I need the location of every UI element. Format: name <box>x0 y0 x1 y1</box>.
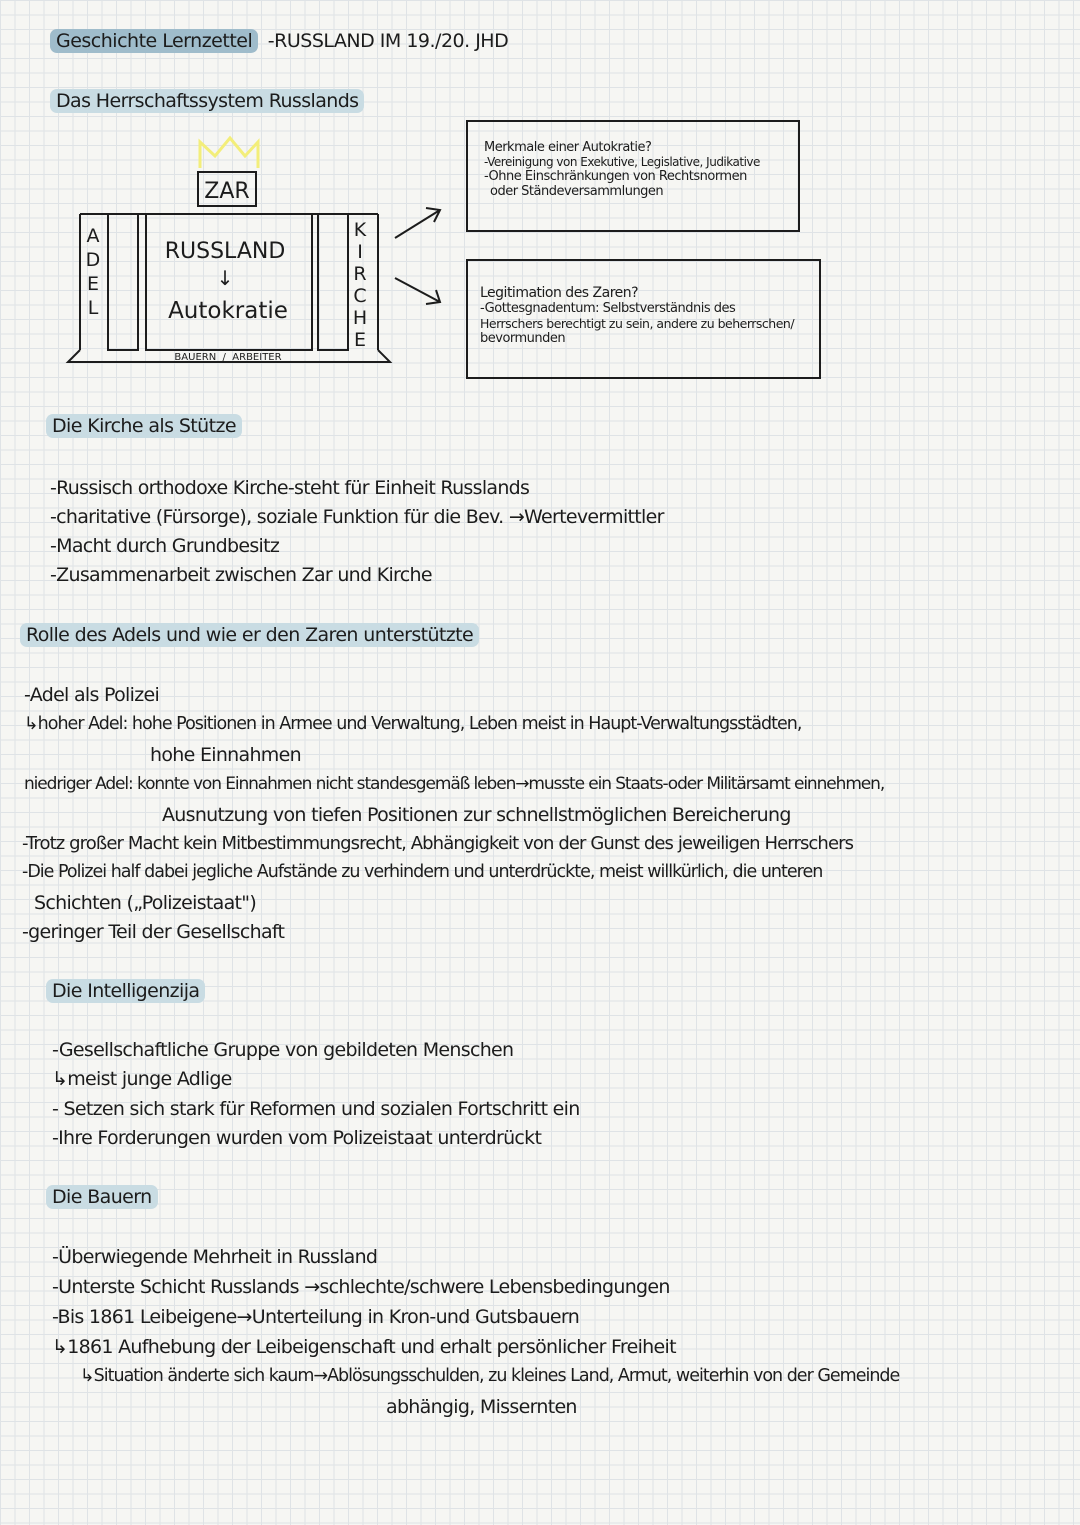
autokratie-merkmale-box <box>466 120 800 232</box>
adel-letter: E <box>86 273 100 295</box>
adel-item: hohe Einnahmen <box>150 744 301 766</box>
crown-icon <box>200 138 258 168</box>
intelligenzija-item: -Ihre Forderungen wurden vom Polizeistaat unterdrückt <box>52 1127 542 1149</box>
kirche-letter: E <box>353 329 367 351</box>
section-heading-adel: Rolle des Adels und wie er den Zaren unterstützte <box>20 624 479 646</box>
intelligenzija-item: ↳meist junge Adlige <box>52 1068 232 1090</box>
adel-letter: A <box>86 225 100 247</box>
section-heading-kirche: Die Kirche als Stütze <box>46 415 242 437</box>
adel-item: Schichten („Polizeistaat") <box>34 892 257 914</box>
autokratie-label: Autokratie <box>168 298 288 324</box>
diagram-arrows <box>390 200 450 310</box>
herrschaftssystem-diagram <box>60 130 400 370</box>
legitimation-box <box>466 259 821 379</box>
kirche-item: -charitative (Fürsorge), soziale Funktion für die Bev. →Wertevermittler <box>50 506 664 528</box>
adel-item: -Trotz großer Macht kein Mitbestimmungsrecht, Abhängigkeit von der Gunst des jeweiligen Herrschers <box>22 833 854 854</box>
adel-item: -Die Polizei half dabei jegliche Aufstände zu verhindern und unterdrückte, meist willkürlich, die unteren <box>22 862 823 882</box>
page-header <box>50 30 508 52</box>
kirche-letter: H <box>352 307 368 329</box>
section-heading-herrschaftssystem: Das Herrschaftssystem Russlands <box>50 90 364 112</box>
kirche-letter: R <box>353 263 367 285</box>
subject-title: Geschichte Lernzettel <box>50 29 258 53</box>
section-heading-intelligenzija: Die Intelligenzija <box>46 980 205 1002</box>
kirche-item: -Russisch orthodoxe Kirche-steht für Einheit Russlands <box>50 477 530 499</box>
bauern-item: -Überwiegende Mehrheit in Russland <box>52 1246 378 1268</box>
topic-title: -RUSSLAND IM 19./20. JHD <box>267 30 509 52</box>
section-heading-bauern: Die Bauern <box>46 1186 158 1208</box>
adel-letter: L <box>87 297 99 319</box>
adel-item: -Adel als Polizei <box>24 684 160 706</box>
box1-line: oder Ständeversammlungen <box>490 184 664 199</box>
intelligenzija-item: - Setzen sich stark für Reformen und sozialen Fortschritt ein <box>52 1098 580 1120</box>
kirche-item: -Macht durch Grundbesitz <box>50 535 280 557</box>
russland-label: RUSSLAND <box>164 239 286 264</box>
box1-line: -Ohne Einschränkungen von Rechtsnormen <box>484 169 747 184</box>
zar-label: ZAR <box>204 179 250 204</box>
adel-item: niedriger Adel: konnte von Einnahmen nicht standesgemäß leben→musste ein Staats-oder Militärsamt einnehmen, <box>24 774 885 794</box>
kirche-letter: C <box>353 285 367 307</box>
adel-item: ↳hoher Adel: hohe Positionen in Armee und Verwaltung, Leben meist in Haupt-Verwaltungsstädten, <box>24 714 802 734</box>
bauern-item: abhängig, Missernten <box>386 1396 577 1418</box>
box1-line: Merkmale einer Autokratie? <box>484 140 652 155</box>
bauern-item: -Unterste Schicht Russlands →schlechte/schwere Lebensbedingungen <box>52 1276 670 1298</box>
kirche-letter: K <box>353 219 367 241</box>
box2-line: -Gottesgnadentum: Selbstverständnis des <box>480 301 736 316</box>
kirche-item: -Zusammenarbeit zwischen Zar und Kirche <box>50 564 432 586</box>
box2-line: Herrschers berechtigt zu sein, andere zu beherrschen/ <box>480 316 795 331</box>
arrow-up-right-icon <box>395 210 440 238</box>
box2-line: Legitimation des Zaren? <box>480 285 639 301</box>
base-label: BAUERN / ARBEITER <box>174 352 282 363</box>
intelligenzija-item: -Gesellschaftliche Gruppe von gebildeten Menschen <box>52 1039 514 1061</box>
bauern-item: ↳Situation änderte sich kaum→Ablösungsschulden, zu kleines Land, Armut, weiterhin von der Gemeinde <box>80 1366 900 1386</box>
arrow-down-right-icon <box>395 278 440 302</box>
bauern-item: -Bis 1861 Leibeigene→Unterteilung in Kron-und Gutsbauern <box>52 1306 580 1328</box>
bauern-item: ↳1861 Aufhebung der Leibeigenschaft und erhalt persönlicher Freiheit <box>52 1336 676 1358</box>
adel-letter: D <box>85 249 101 271</box>
adel-item: Ausnutzung von tiefen Positionen zur schnellstmöglichen Bereicherung <box>162 804 791 826</box>
box2-line: bevormunden <box>480 331 566 346</box>
adel-item: -geringer Teil der Gesellschaft <box>22 921 285 943</box>
down-arrow-icon: ↓ <box>216 266 234 290</box>
kirche-letter: I <box>357 241 363 263</box>
box1-line: -Vereinigung von Exekutive, Legislative, Judikative <box>484 155 760 169</box>
